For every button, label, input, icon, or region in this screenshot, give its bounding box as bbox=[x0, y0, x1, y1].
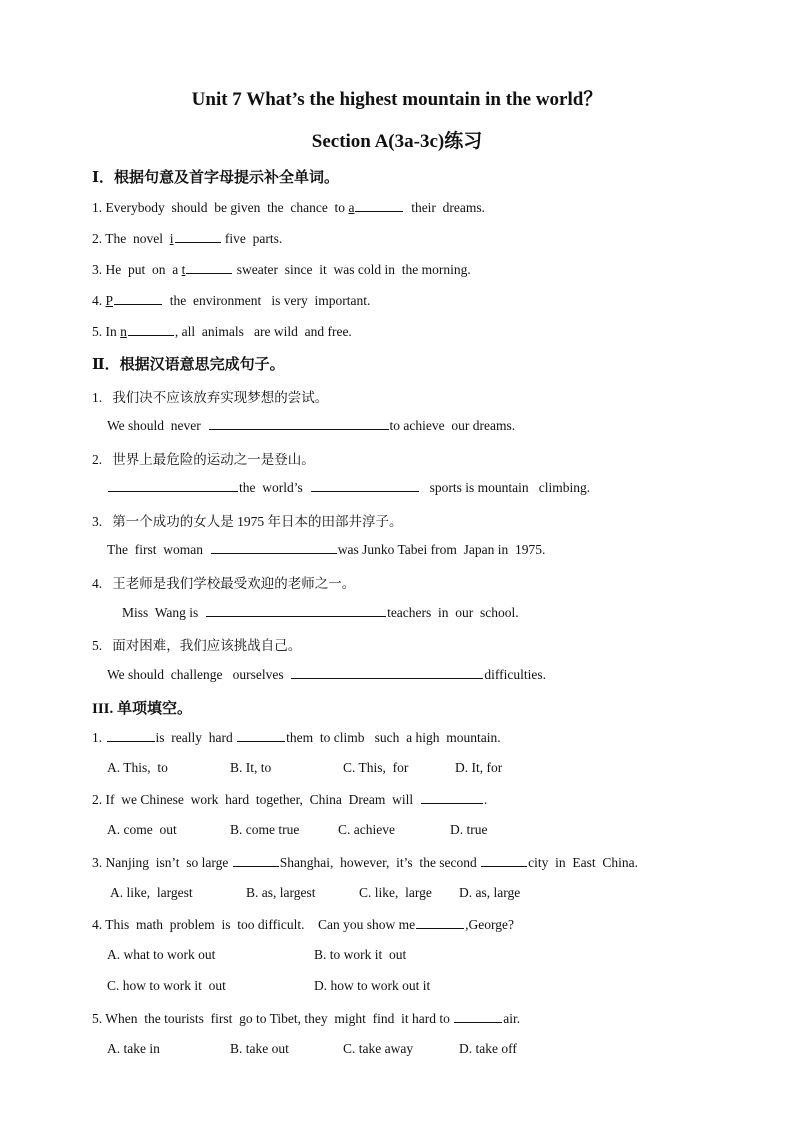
s3-q4-opt-a: A. what to work out bbox=[107, 947, 216, 962]
s1-item-3: 3. He put on a t sweater since it was cold in the morning. bbox=[92, 262, 471, 277]
s3-q3: 3. Nanjing isn’t so large Shanghai, however, it’s the second city in East China. bbox=[92, 855, 639, 870]
section-3-heading: III. 单项填空。 bbox=[92, 701, 193, 717]
s3-q1-opt-d: D. It, for bbox=[455, 760, 503, 775]
s2-item-5-cn: 5. 面对困难，我们应该挑战自己。 bbox=[92, 638, 302, 653]
s3-q1-opt-c: C. This, for bbox=[343, 760, 409, 775]
section-1-heading: Ⅰ．根据句意及首字母提示补全单词。 bbox=[92, 170, 340, 186]
page-subtitle: Section A(3a-3c)练习 bbox=[311, 131, 483, 152]
s1-item-2: 2. The novel i five parts. bbox=[92, 231, 283, 246]
s1-item-1: 1. Everybody should be given the chance to a their dreams. bbox=[92, 200, 486, 215]
s3-q5-opt-b: B. take out bbox=[230, 1041, 289, 1056]
s3-q2-opt-c: C. achieve bbox=[338, 822, 395, 837]
s3-q2-opt-d: D. true bbox=[450, 822, 488, 837]
section-2-heading: Ⅱ．根据汉语意思完成句子。 bbox=[92, 357, 285, 373]
s3-q2-opt-a: A. come out bbox=[107, 822, 177, 837]
s3-q5: 5. When the tourists first go to Tibet, they might find it hard to air. bbox=[92, 1011, 521, 1026]
s2-item-1-cn: 1. 我们决不应该放弃实现梦想的尝试。 bbox=[92, 390, 329, 405]
s2-item-5-en: We should challenge ourselves difficulties. bbox=[107, 667, 546, 682]
s3-q3-opt-d: D. as, large bbox=[459, 885, 521, 900]
s3-q1: 1. is really hard them to climb such a high mountain. bbox=[92, 730, 501, 745]
s3-q3-opt-b: B. as, largest bbox=[246, 885, 316, 900]
s2-item-2-cn: 2. 世界上最危险的运动之一是登山。 bbox=[92, 452, 315, 467]
s3-q4-opt-b: B. to work it out bbox=[314, 947, 407, 962]
s2-item-4-en: Miss Wang is teachers in our school. bbox=[122, 605, 519, 620]
s3-q4-opt-c: C. how to work it out bbox=[107, 978, 226, 993]
s3-q5-opt-d: D. take off bbox=[459, 1041, 517, 1056]
s1-item-5: 5. In n , all animals are wild and free. bbox=[92, 324, 352, 339]
s2-item-3-en: The first woman was Junko Tabei from Japan in 1975. bbox=[107, 542, 546, 557]
s2-item-2-en: the world’s sports is mountain climbing. bbox=[107, 479, 590, 496]
s3-q5-opt-c: C. take away bbox=[343, 1041, 414, 1056]
s3-q1-opt-b: B. It, to bbox=[230, 760, 272, 775]
s3-q5-opt-a: A. take in bbox=[107, 1041, 160, 1056]
page-title: Unit 7 What’s the highest mountain in the world？ bbox=[191, 89, 603, 110]
s3-q1-opt-a: A. This, to bbox=[107, 760, 168, 775]
s2-item-3-cn: 3. 第一个成功的女人是 1975 年日本的田部井淳子。 bbox=[92, 514, 403, 529]
s3-q3-opt-a: A. like, largest bbox=[110, 885, 193, 900]
s3-q2: 2. If we Chinese work hard together, China Dream will . bbox=[92, 792, 488, 807]
s3-q3-opt-c: C. like, large bbox=[359, 885, 432, 900]
s3-q4-opt-d: D. how to work out it bbox=[314, 978, 431, 993]
s3-q4: 4. This math problem is too difficult. Can you show me ,George? bbox=[92, 917, 514, 932]
s3-q2-opt-b: B. come true bbox=[230, 822, 300, 837]
s2-item-4-cn: 4. 王老师是我们学校最受欢迎的老师之一。 bbox=[92, 576, 356, 591]
s2-item-1-en: We should never to achieve our dreams. bbox=[107, 418, 516, 433]
s1-item-4: 4. P the environment is very important. bbox=[92, 293, 371, 308]
